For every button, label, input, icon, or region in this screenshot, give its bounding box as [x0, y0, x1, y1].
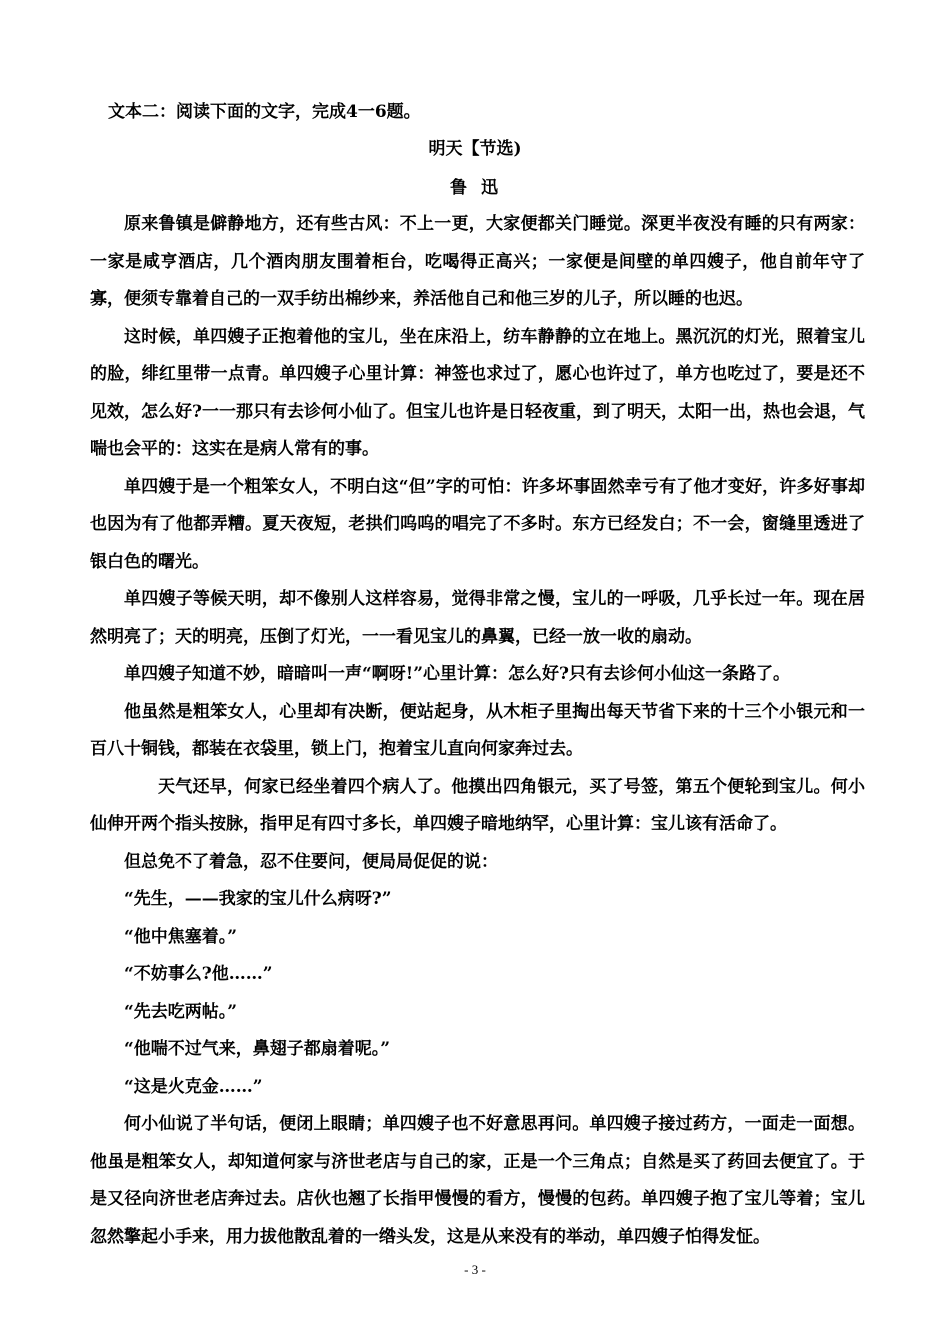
- page-number: - 3 -: [464, 1262, 486, 1277]
- dialogue-line: “先去吃两帖。”: [124, 1001, 238, 1022]
- paragraph: 他虽然是粗笨女人，心里却有决断，便站起身，从木柜子里掏出每天节省下来的十三个小银元和一百八十铜钱，都装在衣袋里，锁上门，抱着宝儿直向何家奔过去。: [90, 701, 865, 759]
- paragraph: 何小仙说了半句话，便闭上眼睛；单四嫂子也不好意思再问。单四嫂子接过药方，一面走一面想。他虽是粗笨女人，却知道何家与济世老店与自己的家，正是一个三角点；自然是买了药回去便宜了。于是又径向济世老店奔过去。店伙也翘了长指甲慢慢的看方，慢慢的包药。单四嫂子抱了宝儿等着；宝儿忽然擎起小手来，用力拔他散乱着的一绺头发，这是从来没有的举动，单四嫂子怕得发怔。: [90, 1114, 865, 1247]
- paragraph: 原来鲁镇是僻静地方，还有些古风：不上一更，大家便都关门睡觉。深更半夜没有睡的只有两家：一家是咸亨酒店，几个酒肉朋友围着柜台，吃喝得正高兴；一家便是间壁的单四嫂子，他自前年守了寡，便须专靠着自己的一双手纺出棉纱来，养活他自己和他三岁的儿子，所以睡的也迟。: [90, 214, 865, 309]
- passage-author: 鲁迅: [450, 178, 512, 198]
- paragraph: 单四嫂于是一个粗笨女人，不明白这“但”字的可怕：许多坏事固然幸亏有了他才变好，许多好事却也因为有了他都弄糟。夏天夜短，老拱们呜呜的唱完了不多时。东方已经发白；不一会，窗缝里透进了银白色的曙光。: [90, 476, 865, 572]
- paragraph: 天气还早，何家已经坐着四个病人了。他摸出四角银元，买了号签，第五个便轮到宝儿。何小仙伸开两个指头按脉，指甲足有四寸多长，单四嫂子暗地纳罕，心里计算：宝儿该有活命了。: [90, 776, 865, 834]
- paragraph: 单四嫂子知道不妙，暗暗叫一声“啊呀!”心里计算：怎么好?只有去诊何小仙这一条路了。: [124, 664, 790, 684]
- passage-title: 明天【节选): [428, 139, 522, 159]
- dialogue-line: “这是火克金……”: [124, 1076, 263, 1097]
- passage-body: [90, 206, 865, 1256]
- dialogue-line: “他喘不过气来，鼻翅子都扇着呢。”: [124, 1039, 391, 1059]
- dialogue-line: “不妨事么?他……”: [124, 964, 273, 984]
- dialogue-line: “他中焦塞着。”: [124, 926, 238, 947]
- paragraph: 但总免不了着急，忍不住要问，便局局促促的说：: [124, 851, 498, 872]
- question-intro: 文本二：阅读下面的文字，完成4一6题。: [108, 102, 421, 122]
- paragraph: 单四嫂子等候天明，却不像别人这样容易，觉得非常之慢，宝儿的一呼吸，几乎长过一年。现在居然明亮了；天的明亮，压倒了灯光，一一看见宝儿的鼻翼，已经一放一收的扇动。: [90, 589, 865, 647]
- paragraph: 这时候，单四嫂子正抱着他的宝儿，坐在床沿上，纺车静静的立在地上。黑沉沉的灯光，照着宝儿的脸，绯红里带一点青。单四嫂子心里计算：神签也求过了，愿心也许过了，单方也吃过了，要是还不见效，怎么好?一一那只有去诊何小仙了。但宝儿也许是日轻夜重，到了明天，太阳一出，热也会退，气喘也会平的：这实在是病人常有的事。: [90, 326, 865, 459]
- dialogue-line: “先生，——我家的宝儿什么病呀?”: [124, 889, 392, 909]
